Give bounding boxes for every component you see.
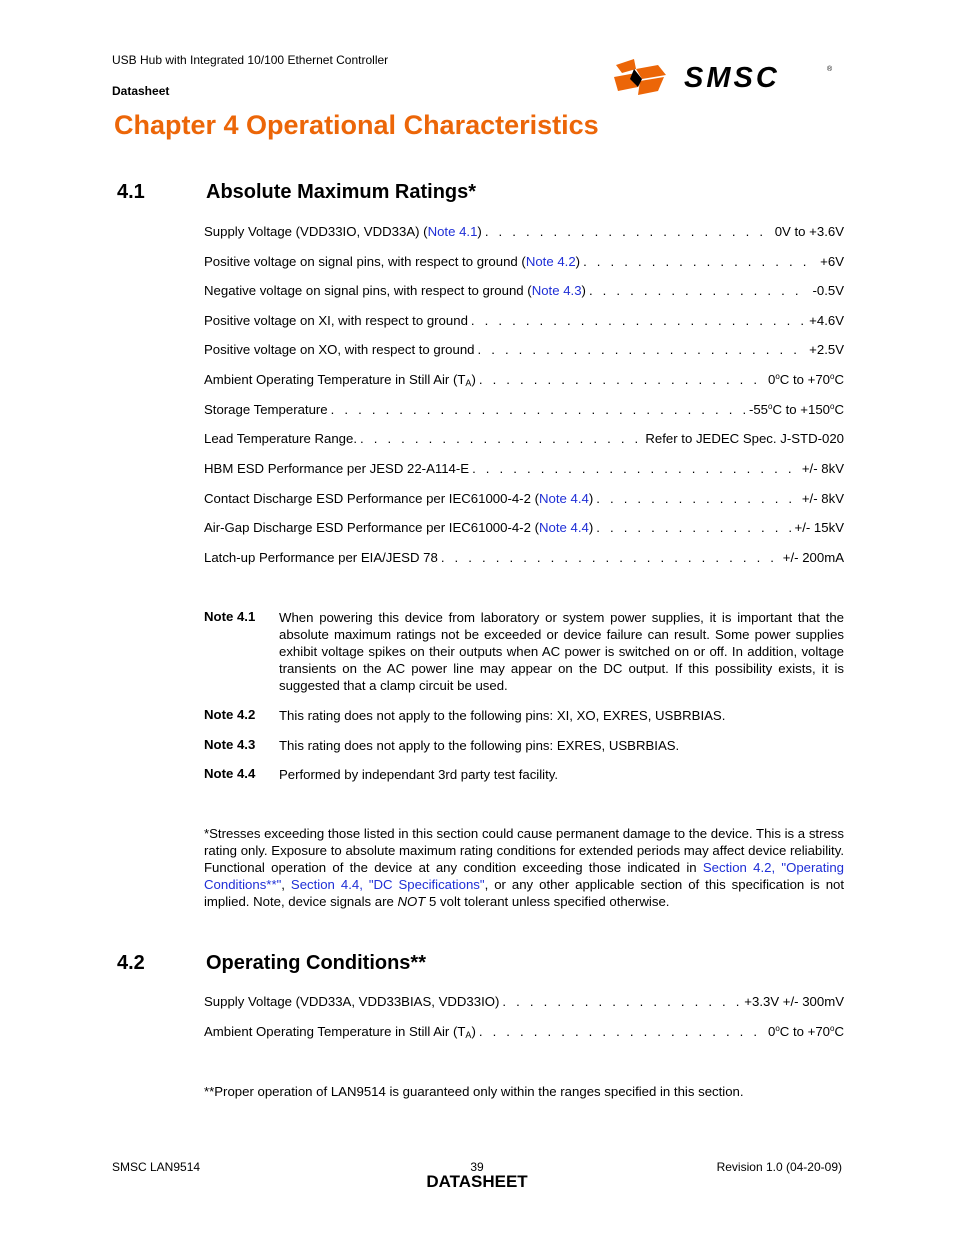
footer-label: DATASHEET bbox=[426, 1172, 528, 1191]
rating-row: Positive voltage on signal pins, with respect to ground (Note 4.2) . . . +6V bbox=[204, 254, 844, 272]
svg-text:®: ® bbox=[827, 66, 833, 73]
leader-dots bbox=[583, 254, 817, 269]
rating-value: +/- 200mA bbox=[782, 550, 844, 565]
rating-row: Latch-up Performance per EIA/JESD 78 . . . +/- 200mA bbox=[204, 550, 844, 568]
condition-value: 0$^o$C to $+70^oC$ bbox=[767, 1024, 844, 1039]
rating-value: +/- 8kV bbox=[801, 491, 844, 506]
rating-value: +4.6V bbox=[809, 313, 844, 328]
leader-dots bbox=[479, 1024, 765, 1039]
section-heading-4-2 bbox=[117, 952, 426, 975]
note-text: Performed by independant 3rd party test facility. bbox=[279, 767, 559, 782]
condition-row: Supply Voltage (VDD33A, VDD33BIAS, VDD33IO) . . . +3.3V +/- 300mV bbox=[204, 994, 844, 1012]
note-text: This rating does not apply to the following pins: XI, XO, EXRES, USBRBIAS. bbox=[279, 708, 726, 723]
svg-text:SMSC: SMSC bbox=[684, 62, 780, 94]
rating-row: Storage Temperature . . . -55$^o$C to $+150^oC$ bbox=[204, 402, 844, 420]
leader-dots bbox=[502, 994, 741, 1009]
note-label: Note 4.1 bbox=[204, 609, 256, 624]
note-link[interactable]: Note 4.1 bbox=[427, 224, 478, 239]
note-item bbox=[204, 766, 844, 783]
rating-row: Air-Gap Discharge ESD Performance per IEC61000-4-2 (Note 4.4) . . . +/- 15kV bbox=[204, 520, 844, 538]
note-link[interactable]: Note 4.3 bbox=[531, 283, 582, 298]
rating-row: Supply Voltage (VDD33IO, VDD33A) (Note 4.1) . . . 0V to +3.6V bbox=[204, 224, 844, 242]
leader-dots bbox=[360, 431, 642, 446]
rating-row: Contact Discharge ESD Performance per IEC61000-4-2 (Note 4.4) . . . +/- 8kV bbox=[204, 491, 844, 509]
note-item bbox=[204, 707, 844, 724]
condition-value: +3.3V +/- 300mV bbox=[744, 994, 844, 1009]
note-label: Note 4.3 bbox=[204, 737, 256, 752]
leader-dots bbox=[479, 372, 765, 387]
smsc-logo bbox=[612, 55, 842, 99]
section-title: Operating Conditions** bbox=[206, 952, 426, 974]
leader-dots bbox=[589, 283, 810, 298]
header-subtitle: Datasheet bbox=[112, 84, 170, 98]
rating-row: Lead Temperature Range. . . . Refer to JEDEC Spec. J-STD-020 bbox=[204, 431, 844, 449]
leader-dots bbox=[596, 520, 791, 535]
rating-value: -0.5V bbox=[812, 283, 844, 298]
note-label: Note 4.2 bbox=[204, 707, 256, 722]
rating-value: +6V bbox=[820, 254, 844, 269]
note-link[interactable]: Note 4.2 bbox=[525, 254, 576, 269]
operating-footnote: **Proper operation of LAN9514 is guaranteed only within the ranges specified in this section. bbox=[204, 1084, 744, 1099]
rating-row: Positive voltage on XI, with respect to ground . . . +4.6V bbox=[204, 313, 844, 331]
rating-value: -55$^o$C to $+150^oC$ bbox=[748, 402, 844, 417]
rating-value: +/- 15kV bbox=[794, 520, 844, 535]
rating-value: +2.5V bbox=[809, 342, 844, 357]
note-item bbox=[204, 609, 844, 694]
leader-dots bbox=[485, 224, 772, 239]
section-heading-4-1 bbox=[117, 181, 476, 204]
rating-value: +/- 8kV bbox=[801, 461, 844, 476]
note-link[interactable]: Note 4.4 bbox=[538, 491, 589, 506]
condition-row: Ambient Operating Temperature in Still Air $(T_A)$ . . . 0$^o$C to $+70^oC$ bbox=[204, 1024, 844, 1042]
rating-value: 0$^o$C to $+70^oC$ bbox=[767, 372, 844, 387]
leader-dots bbox=[596, 491, 799, 506]
stress-paragraph: *Stresses exceeding those listed in this section could cause permanent damage to the device. This is a stress rating only. Exposure to absolute maximum rating conditions for extended periods may affect device reliability. Functional operation of the device at any condition exceeding those indicated in Section 4.2, "Operating Conditions**", Section 4.4, "DC Specifications", or any other applicable section of this specification is not implied. Note, device signals are NOT 5 volt tolerant unless specified otherwise. bbox=[204, 826, 845, 909]
section-title: Absolute Maximum Ratings* bbox=[206, 181, 477, 203]
section-number: 4.2 bbox=[117, 952, 145, 974]
footer-revision: Revision 1.0 (04-20-09) bbox=[716, 1160, 842, 1174]
leader-dots bbox=[478, 342, 807, 357]
footer-product: SMSC LAN9514 bbox=[112, 1160, 201, 1174]
rating-row: HBM ESD Performance per JESD 22-A114-E . . . +/- 8kV bbox=[204, 461, 844, 479]
section-link[interactable]: Section 4.4, "DC Specifications" bbox=[290, 877, 485, 892]
smsc-logo-mark bbox=[612, 55, 842, 99]
rating-value: 0V to +3.6V bbox=[774, 224, 844, 239]
note-item bbox=[204, 737, 844, 754]
rating-row: Positive voltage on XO, with respect to ground . . . +2.5V bbox=[204, 342, 844, 360]
rating-row: Negative voltage on signal pins, with respect to ground (Note 4.3) . . . -0.5V bbox=[204, 283, 844, 301]
leader-dots bbox=[331, 402, 746, 417]
note-text: When powering this device from laboratory or system power supplies, it is important that the absolute maximum ratings not be exceeded or device failure can result. Some power supplies exhibit voltage spikes on their outputs when AC power is switched on or off. In addition, voltage transients on the AC power line may appear on the DC output. If this possibility exists, it is suggested that a clamp circuit be used. bbox=[279, 610, 844, 693]
leader-dots bbox=[472, 461, 799, 476]
leader-dots bbox=[441, 550, 780, 565]
rating-row: Ambient Operating Temperature in Still Air $(T_A)$ . . . 0$^o$C to $+70^oC$ bbox=[204, 372, 844, 390]
chapter-title: Chapter 4 Operational Characteristics bbox=[114, 110, 599, 140]
note-link[interactable]: Note 4.4 bbox=[538, 520, 589, 535]
note-text: This rating does not apply to the following pins: EXRES, USBRBIAS. bbox=[279, 738, 680, 753]
section-number: 4.1 bbox=[117, 181, 145, 203]
rating-value: Refer to JEDEC Spec. J-STD-020 bbox=[645, 431, 844, 446]
leader-dots bbox=[471, 313, 806, 328]
page-number: 39 bbox=[470, 1160, 484, 1174]
note-label: Note 4.4 bbox=[204, 766, 256, 781]
section-link[interactable]: Section 4.2, "Operating Conditions**" bbox=[204, 860, 844, 892]
header-title: USB Hub with Integrated 10/100 Ethernet Controller bbox=[112, 53, 389, 67]
